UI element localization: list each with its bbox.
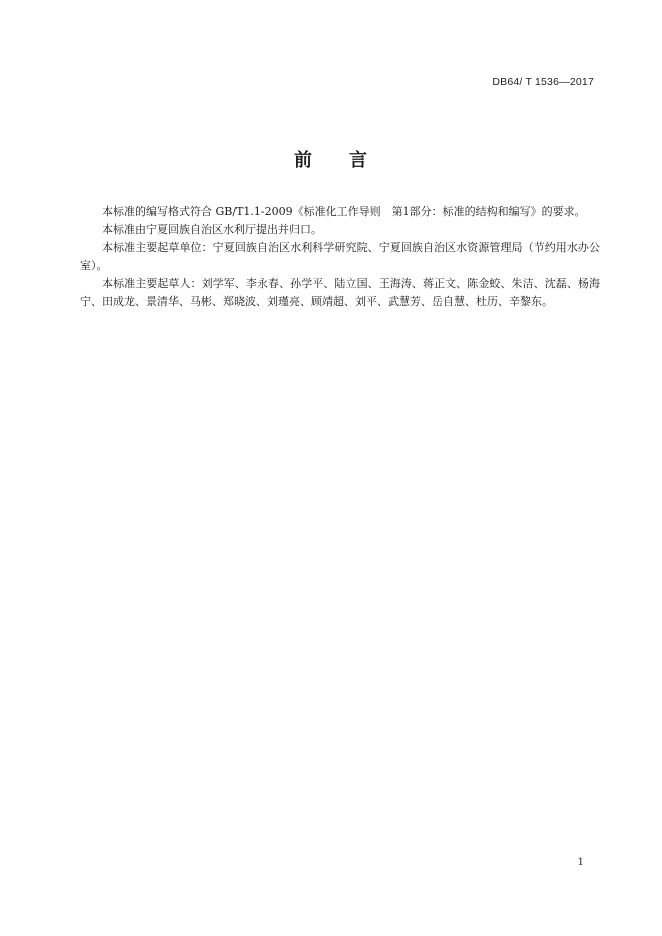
page-title-char-2: 言 [349, 150, 368, 171]
foreword-body [80, 203, 600, 311]
page-number: 1 [577, 856, 584, 868]
document-code-header: DB64/ T 1536—2017 [492, 76, 594, 88]
paragraph-proposer: 本标准由宁夏回族自治区水利厅提出并归口。 [102, 223, 322, 236]
paragraph-format-compliance: 本标准的编写格式符合 GB/T1.1-2009《标准化工作导则 第1部分：标准的结构和编写》的要求。 [102, 205, 586, 218]
page-title [0, 146, 662, 172]
page-title-char-1: 前 [294, 150, 313, 171]
paragraph-drafters: 本标准主要起草人：刘学军、李永春、孙学平、陆立国、王海涛、蒋正文、陈金蛟、朱洁、沈磊、杨海宁、田成龙、景清华、马彬、郑晓波、刘瑾亮、顾靖超、刘平、武慧芳、岳自慧、杜历、辛黎东。 [80, 277, 600, 308]
paragraph-drafting-units: 本标准主要起草单位：宁夏回族自治区水利科学研究院、宁夏回族自治区水资源管理局（节约用水办公室）。 [80, 241, 600, 272]
